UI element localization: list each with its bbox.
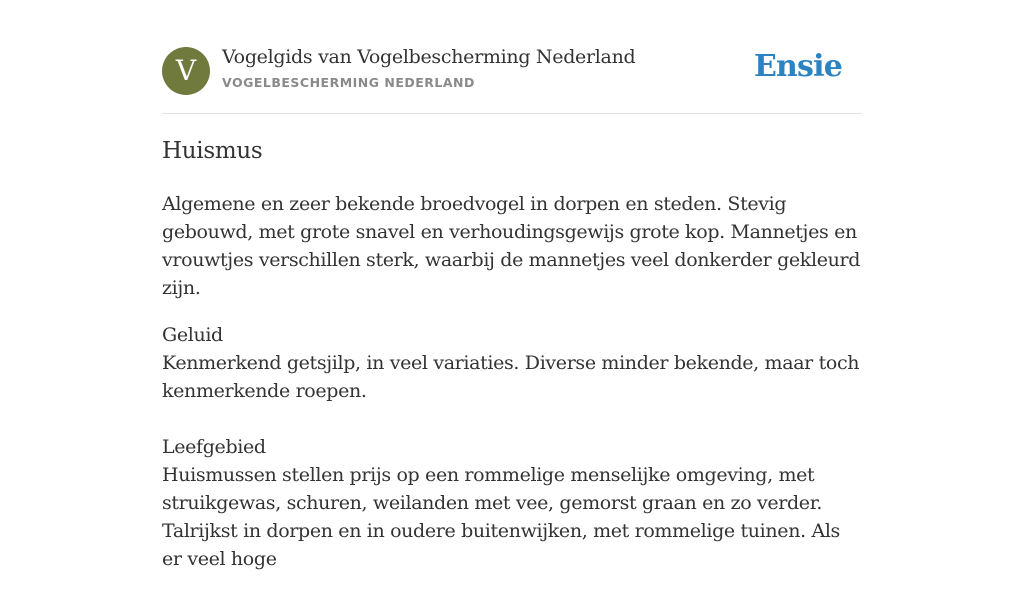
- entry-title: Huismus: [162, 138, 263, 164]
- section-spacer: [162, 424, 862, 433]
- entry-intro: Algemene en zeer bekende broedvogel in dorpen en steden. Stevig gebouwd, met grote snavel en verhoudingsgewijs grote kop. Mannetjes en vrouwtjes verschillen sterk, waarbij de mannetjes veel donkerder gekleurd zijn.: [162, 193, 861, 299]
- section-leefgebied: [162, 433, 862, 573]
- source-subtitle[interactable]: VOGELBESCHERMING NEDERLAND: [222, 75, 475, 90]
- entry-page: [162, 0, 862, 570]
- section-heading: Leefgebied: [162, 436, 266, 458]
- source-avatar[interactable]: V: [162, 47, 210, 95]
- section-geluid: [162, 321, 862, 405]
- ensie-logo-link[interactable]: Ensie: [753, 49, 842, 84]
- entry-content: [162, 190, 862, 592]
- section-text: Huismussen stellen prijs op een rommelige menselijke omgeving, met struikgewas, schuren, weilanden met vee, gemorst graan en zo verder. Talrijkst in dorpen en in oudere buitenwijken, met rommelige tuinen. Als er veel hoge: [162, 464, 840, 570]
- section-heading: Geluid: [162, 324, 223, 346]
- source-title[interactable]: Vogelgids van Vogelbescherming Nederland: [222, 46, 636, 68]
- entry-header: [162, 0, 862, 114]
- section-text: Kenmerkend getsjilp, in veel variaties. Diverse minder bekende, maar toch kenmerkende roepen.: [162, 352, 860, 402]
